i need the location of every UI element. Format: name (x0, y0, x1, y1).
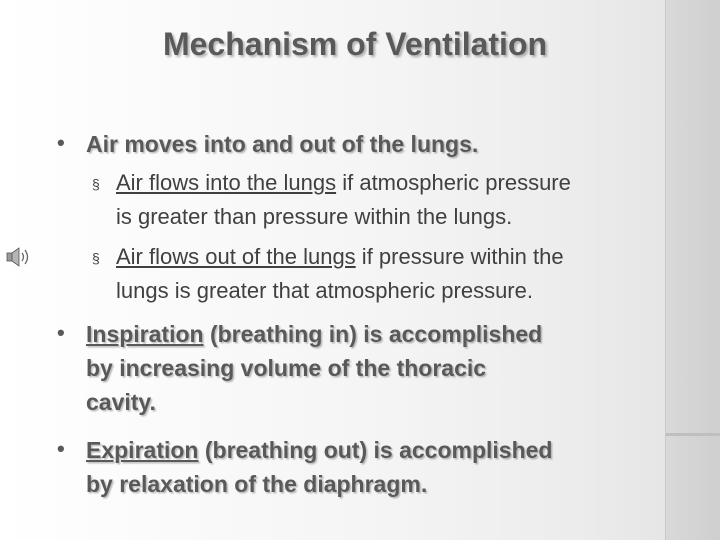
link-air-flows-out-of-lungs[interactable]: Air flows out of the lungs (116, 244, 356, 269)
bullet-marker: • (57, 130, 65, 155)
sub-bullet-flows-out-line1 (116, 244, 564, 270)
decorative-side-band (665, 0, 720, 540)
link-expiration[interactable]: Expiration (86, 437, 199, 463)
bullet-air-moves (86, 131, 478, 158)
link-air-flows-into-lungs[interactable]: Air flows into the lungs (116, 170, 337, 195)
bullet-expiration-line1 (86, 437, 552, 464)
bullet-inspiration-line1 (86, 321, 542, 348)
bullet-inspiration-line2: by increasing volume of the thoracic (86, 355, 487, 381)
sub-bullet-flows-in-rest: if atmospheric pressure (336, 170, 571, 195)
slide-title: Mechanism of Ventilation (162, 26, 548, 62)
sub-bullet-marker: § (92, 176, 100, 192)
bullet-marker: • (57, 320, 65, 345)
bullet-inspiration-line3: cavity. (86, 389, 156, 415)
sub-bullet-flows-in-line1 (116, 170, 571, 196)
sub-bullet-flows-in-line2: is greater than pressure within the lungs. (116, 204, 513, 229)
sub-bullet-flows-out-line2: lungs is greater that atmospheric pressure. (116, 278, 533, 303)
bullet-inspiration-rest: (breathing in) is accomplished (203, 321, 543, 347)
bullet-air-moves-text: Air moves into and out of the lungs. (86, 131, 479, 157)
speaker-icon[interactable] (4, 246, 32, 268)
sub-bullet-flows-out-rest: if pressure within the (355, 244, 564, 269)
decorative-notch (666, 433, 720, 436)
bullet-marker: • (57, 436, 65, 461)
link-inspiration[interactable]: Inspiration (86, 321, 204, 347)
bullet-expiration-line2: by relaxation of the diaphragm. (86, 471, 428, 497)
bullet-expiration-rest: (breathing out) is accomplished (198, 437, 553, 463)
sub-bullet-marker: § (92, 250, 100, 266)
